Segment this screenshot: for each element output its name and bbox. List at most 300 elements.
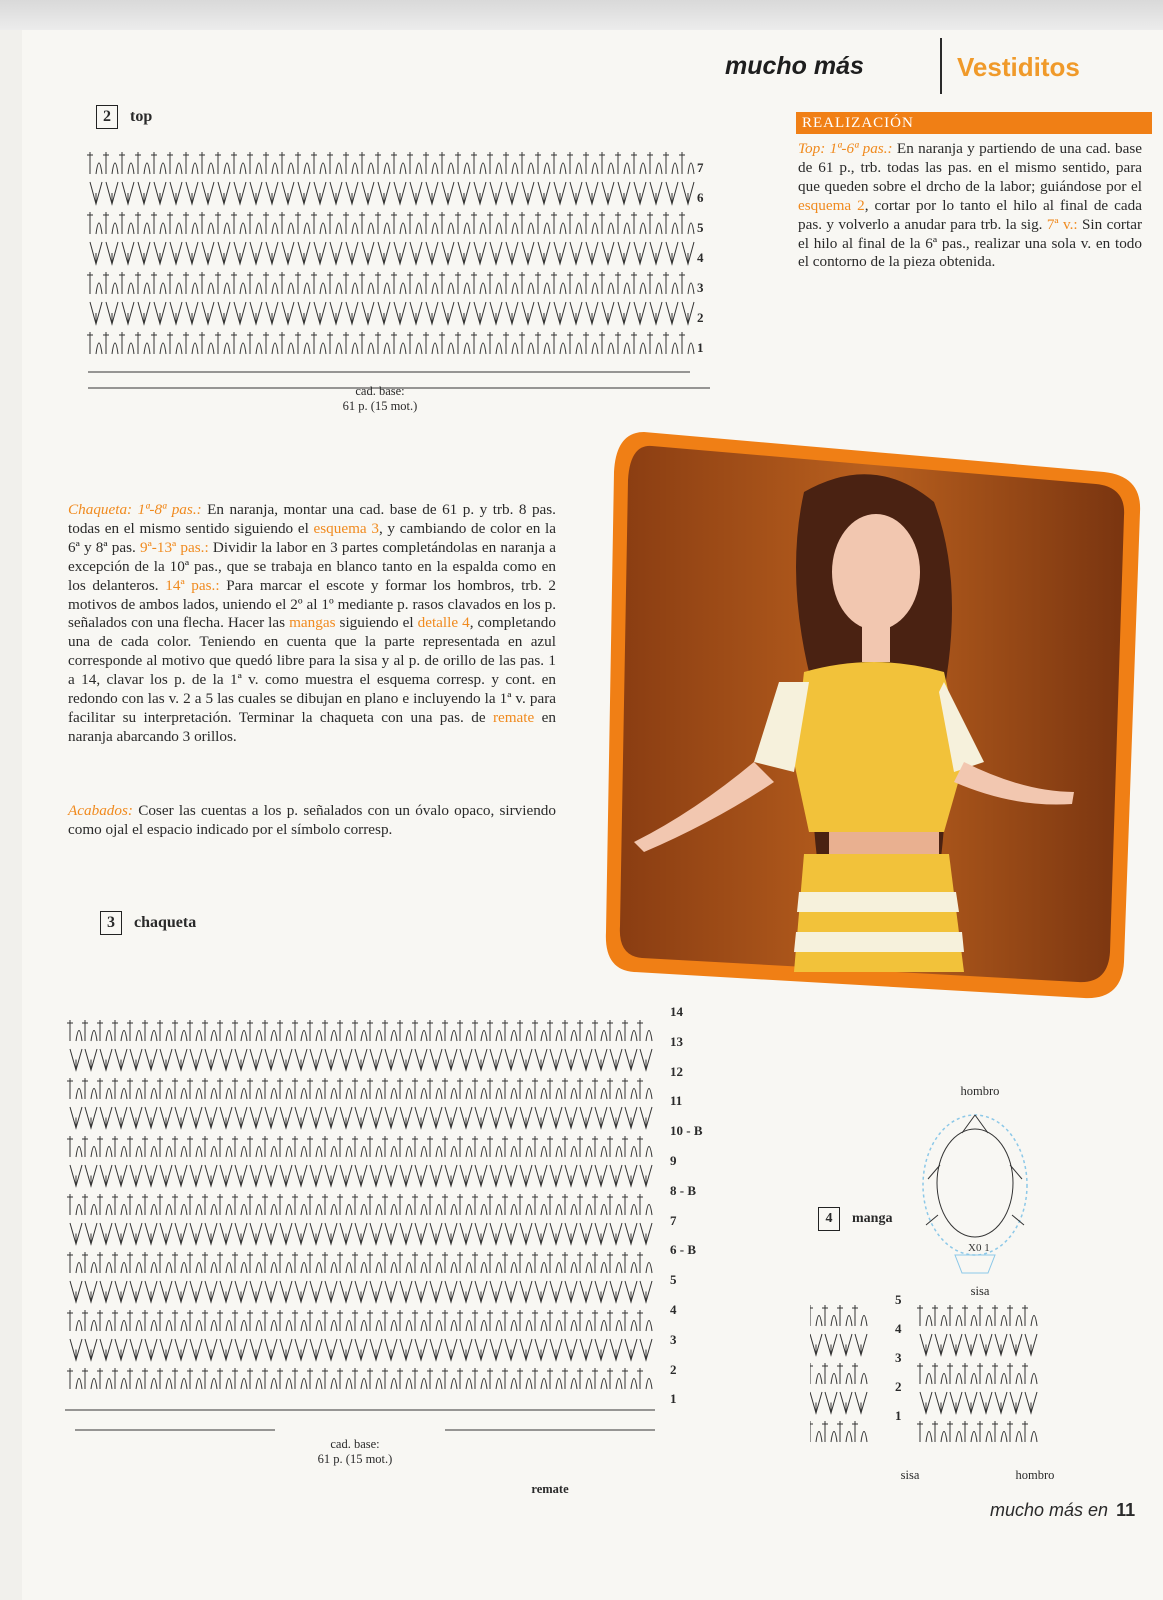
stitch-symbol — [439, 152, 454, 174]
stitch-symbol — [85, 1281, 97, 1302]
stitch-symbol — [370, 1223, 382, 1244]
stitch-symbol — [837, 1305, 852, 1326]
stitch-symbol — [100, 1339, 112, 1360]
stitch-symbol — [122, 182, 134, 204]
stitch-symbol — [235, 1165, 247, 1186]
stitch-symbol — [205, 1165, 217, 1186]
stitch-symbol — [410, 182, 422, 204]
stitch-symbol — [397, 1368, 412, 1389]
stitch-symbol — [337, 1020, 352, 1041]
stitch-symbol — [980, 1334, 992, 1355]
stitch-symbol — [935, 1392, 947, 1413]
stitch-symbol — [474, 182, 486, 204]
stitch-symbol — [647, 272, 662, 294]
stitch-symbol — [442, 1020, 457, 1041]
stitch-symbol — [407, 152, 422, 174]
stitch-symbol — [457, 1078, 472, 1099]
stitch-symbol — [932, 1305, 947, 1326]
stitch-symbol — [592, 1252, 607, 1273]
stitch-symbol — [122, 242, 134, 264]
stitch-symbol — [367, 1020, 382, 1041]
stitch-symbol — [520, 1107, 532, 1128]
stitch-symbol — [382, 1020, 397, 1041]
stitch-symbol — [115, 1165, 127, 1186]
stitch-symbol — [135, 212, 150, 234]
stitch-symbol — [592, 1310, 607, 1331]
stitch-symbol — [490, 182, 502, 204]
stitch-symbol — [532, 1136, 547, 1157]
stitch-symbol — [517, 1194, 532, 1215]
stitch-symbol — [154, 242, 166, 264]
stitch-symbol — [519, 152, 534, 174]
stitch-symbol — [475, 1049, 487, 1070]
diagram4-hombro-bottom: hombro — [1015, 1468, 1055, 1482]
stitch-symbol — [637, 1136, 652, 1157]
stitch-symbol — [337, 1136, 352, 1157]
stitch-symbol — [503, 212, 518, 234]
stitch-symbol — [595, 1223, 607, 1244]
stitch-symbol — [170, 242, 182, 264]
stitch-symbol — [97, 1252, 112, 1273]
stitch-symbol — [385, 1223, 397, 1244]
chaqueta-l2: 9ª-13ª pas.: — [140, 538, 209, 556]
stitch-symbol — [295, 212, 310, 234]
stitch-symbol — [400, 1165, 412, 1186]
stitch-symbol — [522, 182, 534, 204]
stitch-symbol — [637, 1194, 652, 1215]
stitch-symbol — [142, 1136, 157, 1157]
stitch-symbol — [637, 1020, 652, 1041]
stitch-symbol — [962, 1363, 977, 1384]
stitch-symbol — [550, 1281, 562, 1302]
stitch-symbol — [343, 212, 358, 234]
stitch-symbol — [442, 242, 454, 264]
stitch-symbol — [490, 1165, 502, 1186]
stitch-symbol — [487, 1194, 502, 1215]
diagram4-label — [818, 1207, 892, 1231]
stitch-symbol — [506, 302, 518, 324]
stitch-symbol — [426, 302, 438, 324]
stitch-symbol — [625, 1165, 637, 1186]
diagram2-caption-line2: 61 p. (15 mot.) — [342, 399, 418, 413]
row-number: 5 — [697, 220, 704, 235]
stitch-symbol — [992, 1363, 1007, 1384]
stitch-symbol — [1022, 1305, 1037, 1326]
stitch-symbol — [640, 1107, 652, 1128]
stitch-symbol — [330, 242, 342, 264]
stitch-symbol — [127, 1078, 142, 1099]
stitch-symbol — [1007, 1421, 1022, 1442]
stitch-symbol — [322, 1020, 337, 1041]
stitch-symbol — [577, 1194, 592, 1215]
diagram3-caption-line1: cad. base: — [330, 1437, 380, 1451]
stitch-symbol — [586, 242, 598, 264]
stitch-symbol — [640, 1339, 652, 1360]
stitch-symbol — [172, 1310, 187, 1331]
stitch-symbol — [663, 272, 678, 294]
stitch-symbol — [295, 272, 310, 294]
stitch-symbol — [460, 1107, 472, 1128]
realizacion-heading: REALIZACIÓN — [796, 112, 1152, 134]
stitch-symbol — [1010, 1334, 1022, 1355]
row-number: 11 — [670, 1093, 683, 1109]
stitch-symbol — [562, 1136, 577, 1157]
stitch-symbol — [423, 332, 438, 354]
stitch-symbol — [277, 1078, 292, 1099]
stitch-symbol — [445, 1165, 457, 1186]
stitch-symbol — [167, 152, 182, 174]
stitch-symbol — [457, 1252, 472, 1273]
stitch-symbol — [445, 1281, 457, 1302]
stitch-symbol — [247, 332, 262, 354]
stitch-symbol — [460, 1281, 472, 1302]
stitch-symbol — [135, 272, 150, 294]
stitch-symbol — [550, 1339, 562, 1360]
stitch-symbol — [337, 1310, 352, 1331]
stitch-symbol — [292, 1310, 307, 1331]
stitch-symbol — [538, 182, 550, 204]
stitch-symbol — [567, 152, 582, 174]
stitch-symbol — [547, 1252, 562, 1273]
stitch-symbol — [430, 1107, 442, 1128]
stitch-symbol — [187, 1078, 202, 1099]
stitch-symbol — [852, 1363, 867, 1384]
stitch-symbol — [167, 212, 182, 234]
stitch-symbol — [295, 1339, 307, 1360]
stitch-symbol — [535, 212, 550, 234]
stitch-symbol — [538, 242, 550, 264]
stitch-symbol — [551, 272, 566, 294]
stitch-symbol — [583, 272, 598, 294]
stitch-symbol — [277, 1136, 292, 1157]
stitch-symbol — [407, 272, 422, 294]
stitch-symbol — [965, 1334, 977, 1355]
stitch-symbol — [397, 1136, 412, 1157]
stitch-symbol — [375, 272, 390, 294]
stitch-symbol — [87, 152, 102, 174]
base-chain — [65, 1410, 655, 1430]
stitch-symbol — [457, 1020, 472, 1041]
stitch-symbol — [199, 152, 214, 174]
stitch-symbol — [475, 1281, 487, 1302]
stitch-symbol — [82, 1078, 97, 1099]
stitch-symbol — [475, 1165, 487, 1186]
stitch-symbol — [295, 152, 310, 174]
stitch-symbol — [565, 1165, 577, 1186]
stitch-symbol — [142, 1310, 157, 1331]
stitch-symbol — [247, 272, 262, 294]
stitch-symbol — [247, 1136, 262, 1157]
stitch-symbol — [106, 242, 118, 264]
stitch-symbol — [370, 1339, 382, 1360]
stitch-symbol — [607, 1078, 622, 1099]
stitch-symbol — [442, 1368, 457, 1389]
stitch-symbol — [640, 1165, 652, 1186]
stitch-symbol — [520, 1281, 532, 1302]
stitch-symbol — [487, 332, 502, 354]
stitch-symbol — [650, 242, 662, 264]
stitch-symbol — [175, 1223, 187, 1244]
stitch-symbol — [280, 1223, 292, 1244]
chaqueta-t5: siguiendo el — [335, 614, 418, 632]
stitch-symbol — [292, 1368, 307, 1389]
stitch-symbol — [505, 1281, 517, 1302]
stitch-symbol — [487, 1368, 502, 1389]
stitch-symbol — [602, 302, 614, 324]
stitch-symbol — [277, 1368, 292, 1389]
stitch-symbol — [279, 332, 294, 354]
stitch-symbol — [325, 1107, 337, 1128]
stitch-symbol — [183, 152, 198, 174]
stitch-symbol — [232, 1310, 247, 1331]
stitch-symbol — [346, 182, 358, 204]
stitch-symbol — [391, 332, 406, 354]
stitch-symbol — [167, 332, 182, 354]
stitch-symbol — [682, 182, 694, 204]
stitch-symbol — [457, 1310, 472, 1331]
stitch-symbol — [506, 182, 518, 204]
stitch-symbol — [67, 1252, 82, 1273]
stitch-symbol — [202, 242, 214, 264]
stitch-symbol — [502, 1020, 517, 1041]
stitch-symbol — [298, 182, 310, 204]
stitch-symbol — [142, 1194, 157, 1215]
realizacion-link1: esquema 2 — [798, 196, 865, 214]
stitch-symbol — [427, 1136, 442, 1157]
stitch-symbol — [100, 1281, 112, 1302]
stitch-symbol — [577, 1020, 592, 1041]
stitch-symbol — [487, 272, 502, 294]
stitch-symbol — [234, 182, 246, 204]
stitch-symbol — [535, 1281, 547, 1302]
stitch-symbol — [400, 1223, 412, 1244]
diagram4-sisa-bottom: sisa — [900, 1468, 920, 1482]
chaqueta-l6: remate — [492, 708, 535, 726]
stitch-symbol — [87, 272, 102, 294]
stitch-symbol — [640, 1281, 652, 1302]
stitch-symbol — [103, 272, 118, 294]
stitch-symbol — [130, 1281, 142, 1302]
stitch-symbol — [472, 1310, 487, 1331]
stitch-symbol — [311, 332, 326, 354]
stitch-symbol — [607, 1136, 622, 1157]
stitch-symbol — [562, 1310, 577, 1331]
stitch-symbol — [352, 1136, 367, 1157]
stitch-symbol — [220, 1339, 232, 1360]
stitch-symbol — [442, 1310, 457, 1331]
stitch-symbol — [145, 1223, 157, 1244]
stitch-symbol — [310, 1339, 322, 1360]
stitch-symbol — [337, 1078, 352, 1099]
stitch-symbol — [265, 1107, 277, 1128]
stitch-symbol — [355, 1049, 367, 1070]
stitch-symbol — [311, 272, 326, 294]
stitch-symbol — [325, 1281, 337, 1302]
stitch-symbol — [82, 1368, 97, 1389]
stitch-symbol — [352, 1194, 367, 1215]
stitch-symbol — [282, 182, 294, 204]
stitch-symbol — [355, 1223, 367, 1244]
stitch-symbol — [622, 1310, 637, 1331]
stitch-symbol — [551, 212, 566, 234]
stitch-symbol — [551, 332, 566, 354]
stitch-symbol — [599, 152, 614, 174]
stitch-symbol — [370, 1049, 382, 1070]
stitch-symbol — [503, 272, 518, 294]
stitch-symbol — [532, 1020, 547, 1041]
stitch-symbol — [637, 1368, 652, 1389]
stitch-symbol — [231, 332, 246, 354]
stitch-symbol — [262, 1368, 277, 1389]
stitch-symbol — [250, 1165, 262, 1186]
stitch-symbol — [235, 1223, 247, 1244]
stitch-symbol — [250, 302, 262, 324]
stitch-symbol — [183, 332, 198, 354]
realizacion-lead2: 7ª v.: — [1046, 215, 1078, 233]
stitch-symbol — [112, 1310, 127, 1331]
stitch-symbol — [394, 242, 406, 264]
stitch-symbol — [322, 1136, 337, 1157]
stitch-symbol — [615, 272, 630, 294]
diagram4-hombro-top: hombro — [960, 1084, 1000, 1098]
row-number: 6 - B — [670, 1242, 696, 1258]
stitch-symbol — [471, 332, 486, 354]
stitch-symbol — [295, 1281, 307, 1302]
stitch-symbol — [157, 1252, 172, 1273]
stitch-symbol — [837, 1363, 852, 1384]
stitch-symbol — [310, 1281, 322, 1302]
stitch-symbol — [157, 1078, 172, 1099]
stitch-symbol — [475, 1339, 487, 1360]
stitch-symbol — [378, 182, 390, 204]
stitch-symbol — [577, 1368, 592, 1389]
stitch-symbol — [385, 1165, 397, 1186]
stitch-symbol — [487, 212, 502, 234]
stitch-symbol — [840, 1334, 852, 1355]
stitch-symbol — [430, 1223, 442, 1244]
stitch-symbol — [607, 1252, 622, 1273]
stitch-symbol — [950, 1334, 962, 1355]
stitch-symbol — [112, 1252, 127, 1273]
stitch-symbol — [186, 302, 198, 324]
stitch-symbol — [346, 242, 358, 264]
stitch-symbol — [1022, 1363, 1037, 1384]
stitch-symbol — [505, 1339, 517, 1360]
stitch-symbol — [115, 1281, 127, 1302]
row-number: 6 — [697, 190, 704, 205]
stitch-symbol — [295, 1049, 307, 1070]
stitch-symbol — [615, 152, 630, 174]
stitch-symbol — [580, 1281, 592, 1302]
stitch-symbol — [535, 1223, 547, 1244]
diagram4-number: 4 — [818, 1207, 840, 1231]
stitch-symbol — [980, 1392, 992, 1413]
chaqueta-t4: Para marcar el escote y formar los hombros, trb. 2 motivos de ambos lados, uniendo el 2º al 1º mediante p. rasos clavados en los p. señalados con una flecha. Hacer las — [68, 576, 556, 632]
stitch-symbol — [567, 212, 582, 234]
acabados-lead: Acabados: — [68, 802, 133, 819]
stitch-symbol — [247, 1368, 262, 1389]
stitch-symbol — [183, 212, 198, 234]
stitch-symbol — [85, 1107, 97, 1128]
stitch-symbol — [517, 1310, 532, 1331]
stitch-symbol — [415, 1339, 427, 1360]
stitch-symbol — [160, 1223, 172, 1244]
stitch-symbol — [412, 1194, 427, 1215]
stitch-symbol — [535, 152, 550, 174]
stitch-symbol — [1010, 1392, 1022, 1413]
stitch-symbol — [472, 1252, 487, 1273]
stitch-symbol — [277, 1252, 292, 1273]
stitch-symbol — [217, 1078, 232, 1099]
stitch-symbol — [622, 1368, 637, 1389]
stitch-symbol — [634, 242, 646, 264]
row-number: 3 — [670, 1331, 677, 1347]
stitch-symbol — [610, 1107, 622, 1128]
chaqueta-l5: detalle 4 — [417, 614, 470, 632]
stitch-symbol — [532, 1078, 547, 1099]
stitch-symbol — [385, 1281, 397, 1302]
stitch-symbol — [810, 1392, 822, 1413]
svg-text:X0 1: X0 1 — [968, 1242, 990, 1254]
stitch-symbol — [474, 242, 486, 264]
stitch-symbol — [337, 1194, 352, 1215]
stitch-symbol — [362, 242, 374, 264]
stitch-symbol — [298, 242, 310, 264]
stitch-symbol — [202, 1368, 217, 1389]
stitch-symbol — [607, 1368, 622, 1389]
stitch-symbol — [517, 1136, 532, 1157]
stitch-symbol — [682, 302, 694, 324]
stitch-symbol — [599, 332, 614, 354]
stitch-symbol — [307, 1368, 322, 1389]
stitch-symbol — [505, 1165, 517, 1186]
stitch-symbol — [538, 302, 550, 324]
stitch-symbol — [265, 1339, 277, 1360]
stitch-symbol — [247, 1252, 262, 1273]
stitch-symbol — [352, 1252, 367, 1273]
stitch-symbol — [157, 1136, 172, 1157]
stitch-symbol — [506, 242, 518, 264]
stitch-symbol — [455, 272, 470, 294]
stitch-symbol — [532, 1368, 547, 1389]
stitch-symbol — [442, 1194, 457, 1215]
stitch-symbol — [172, 1368, 187, 1389]
stitch-symbol — [610, 1223, 622, 1244]
stitch-symbol — [852, 1305, 867, 1326]
stitch-symbol — [442, 1136, 457, 1157]
stitch-symbol — [310, 1107, 322, 1128]
stitch-symbol — [327, 212, 342, 234]
stitch-symbol — [231, 272, 246, 294]
stitch-symbol — [220, 1049, 232, 1070]
stitch-symbol — [472, 1368, 487, 1389]
stitch-symbol — [917, 1421, 932, 1442]
acabados-body: Coser las cuentas a los p. señalados con un óvalo opaco, sirviendo como ojal el espacio indicado por el símbolo corresp. — [68, 802, 556, 838]
chaqueta-l3: 14ª pas.: — [165, 576, 220, 594]
manga-flat-chart — [810, 1300, 1060, 1460]
realizacion-text2: , cortar por lo tanto el hilo al final de cada pas. y volverlo a anudar para trb. la sig. — [798, 196, 1142, 233]
stitch-symbol — [1025, 1392, 1037, 1413]
stitch-symbol — [145, 1165, 157, 1186]
stitch-symbol — [307, 1252, 322, 1273]
stitch-symbol — [472, 1078, 487, 1099]
footer — [990, 1500, 1135, 1521]
stitch-symbol — [378, 242, 390, 264]
stitch-symbol — [550, 1049, 562, 1070]
stitch-symbol — [962, 1421, 977, 1442]
stitch-symbol — [490, 1339, 502, 1360]
stitch-symbol — [995, 1334, 1007, 1355]
